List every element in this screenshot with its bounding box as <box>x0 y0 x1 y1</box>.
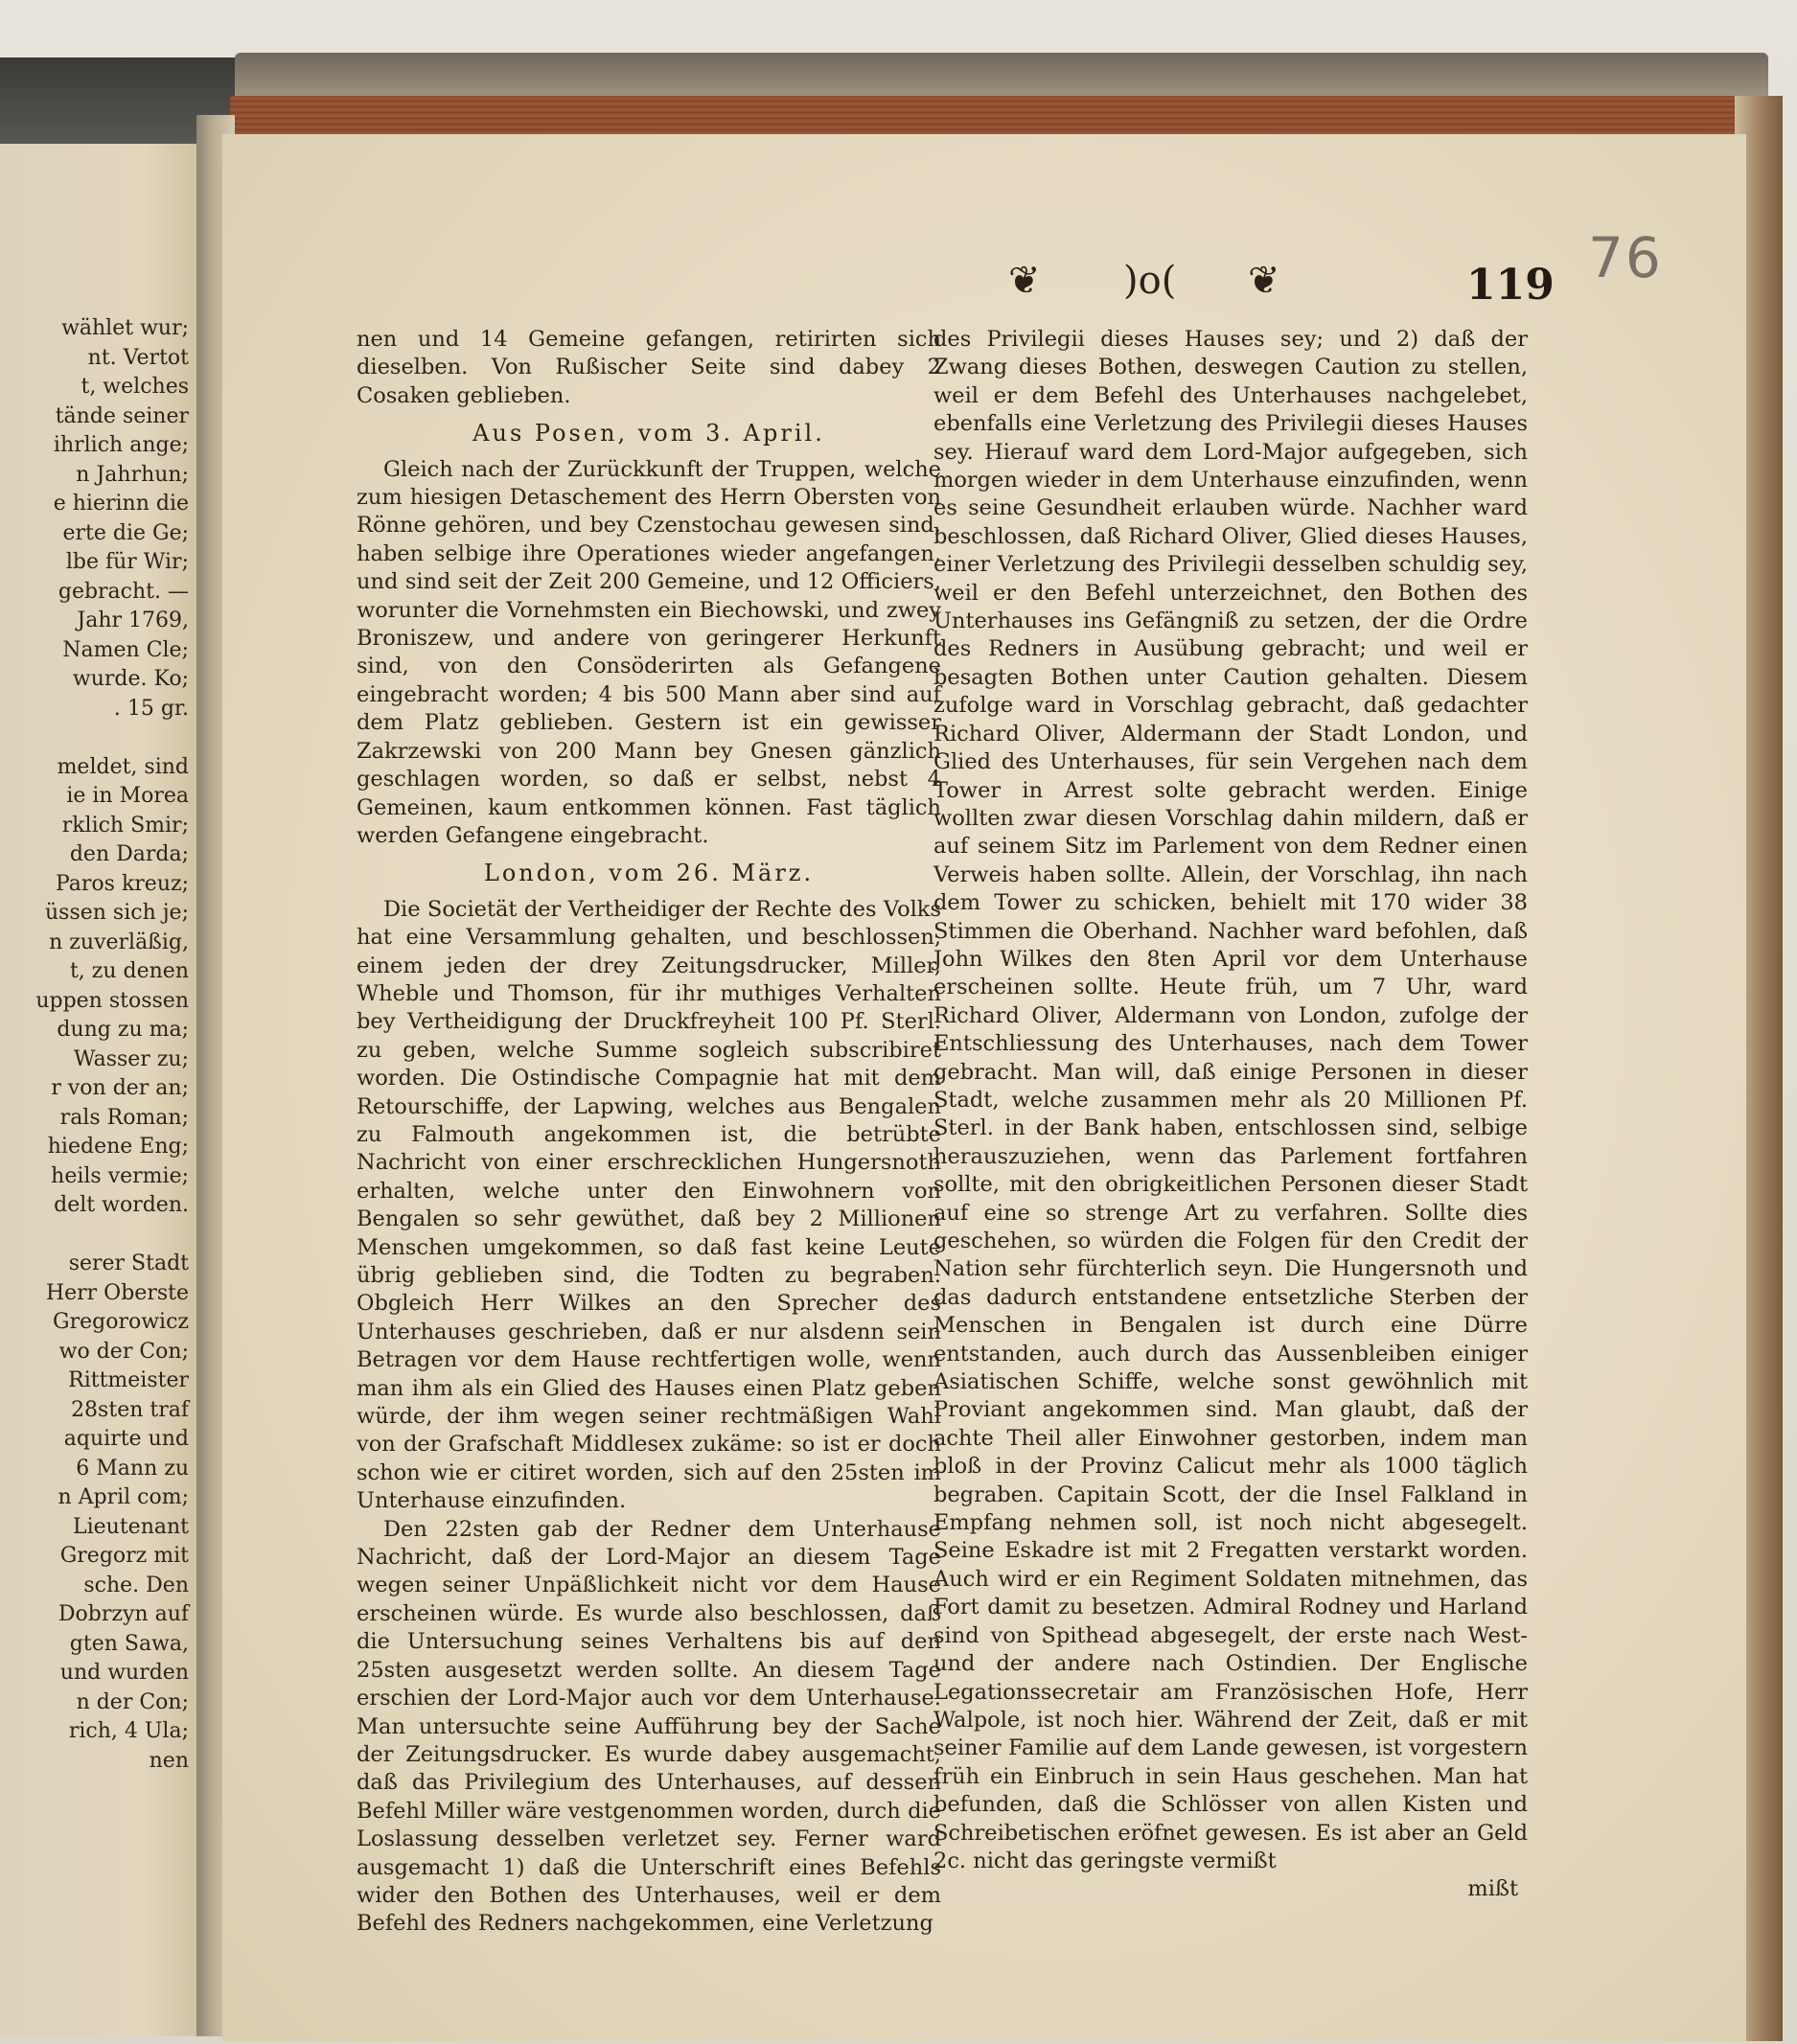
paragraph: des Privilegii dieses Hauses sey; und 2) daß der Zwang dieses Bothen, deswegen Caution zu stellen, weil er dem Befehl des Unterhauses nachgelebet, ebenfalls eine Verletzung des Privilegii dieses Hauses sey. Hierauf ward dem Lord-Major aufgegeben, sich morgen wieder in dem Unterhause einzufinden, wenn es seine Gesundheit erlauben würde. Nachher ward beschlossen, daß Richard Oliver, Glied dieses Hauses, einer Verletzung des Privilegii desselben schuldig sey, weil er den Befehl unterzeichnet, den Bothen des Unterhauses ins Gefängniß zu setzen, der die Ordre des Redners in Ausübung gebracht; und weil er besagten Bothen unter Caution gehalten. Diesem zufolge ward in Vorschlag gebracht, daß gedachter Richard Oliver, Aldermann der Stadt London, und Glied des Unterhauses, für sein Vergehen nach dem Tower in Arrest solte gebracht werden. Einige wollten zwar diesen Vorschlag dahin mildern, daß er auf seinem Sitz im Parlement von dem Redner einen Verweis haben sollte. Allein, der Vorschlag, ihn nach dem Tower zu schicken, behielt mit 170 wider 38 Stimmen die Oberhand. Nachher ward befohlen, daß John Wilkes den 8ten April vor dem Unterhause erscheinen sollte. Heute früh, um 7 Uhr, ward Richard Oliver, Aldermann von London, zufolge der Entschliessung des Unterhauses, nach dem Tower gebracht. Man will, daß einige Personen in dieser Stadt, welche zusammen mehr als 20 Millionen Pf. Sterl. in der Bank haben, entschlossen sind, selbige herauszuziehen, wenn das Parlement fortfahren sollte, mit den obrigkeitlichen Personen dieser Stadt auf eine so strenge Art zu verfahren. Sollte dies geschehen, so würden die Folgen für den Credit der Nation sehr fürchterlich seyn. Die Hungersnoth und das dadurch entstandene entsetzliche Sterben der Menschen in Bengalen ist durch eine Dürre entstanden, auch durch das Aussenbleiben einiger Asiatischen Schiffe, welche sonst gewöhnlich mit Proviant angekommen sind. Man glaubt, daß der achte Theil aller Einwohner gestorben, indem man bloß in der Provinz Calicut mehr als 1000 täglich begraben. Capitain Scott, der die Insel Falkland in Empfang nehmen soll, ist noch nicht abgesegelt. Seine Eskadre ist mit 2 Fregatten verstarkt worden. Auch wird er ein Regiment Soldaten mitnehmen, das Fort damit zu besetzen. Admiral Rodney und Harland sind von Spithead abgesegelt, der erste nach West- und der andere nach Ostindien. Der Englische Legationssecretair am Französischen Hofe, Herr Walpole, ist noch hier. Während der Zeit, daß er mit seiner Familie auf dem Lande gewesen, ist vorgestern früh ein Einbruch in sein Haus geschehen. Man hat befunden, daß die Schlösser von allen Kisten und Schreibetischen eröfnet gewesen. Es ist aber an Geld 2c. nicht das geringste vermißt <box>933 327 1528 1873</box>
previous-page-line: aquirte und <box>63 1427 189 1451</box>
previous-page-line: meldet, sind <box>57 754 189 779</box>
previous-page-line: wurde. Ko; <box>72 667 189 691</box>
previous-page-line: Namen Cle; <box>62 637 189 662</box>
previous-page-line: 28sten traf <box>71 1397 189 1422</box>
previous-page-line: Herr Oberste <box>45 1280 189 1305</box>
previous-page-line: Lieutenant <box>73 1514 189 1539</box>
previous-page-line: delt worden. <box>54 1193 189 1217</box>
previous-page-line: rals Roman; <box>59 1105 189 1130</box>
previous-page-line: erte die Ge; <box>62 520 189 545</box>
previous-page-line: Rittmeister <box>68 1368 189 1392</box>
previous-page-line: Jahr 1769, <box>77 609 189 632</box>
previous-page-line: uppen stossen <box>35 988 189 1013</box>
fleuron-right-icon: ❦ <box>1248 259 1280 303</box>
previous-page-line: sche. Den <box>83 1573 189 1597</box>
previous-page-fragment <box>0 144 206 2036</box>
previous-page-line: Gregorowicz <box>53 1310 189 1334</box>
dateline-london: London, vom 26. März. <box>483 860 815 887</box>
previous-page-line: n Jahrhun; <box>76 462 189 487</box>
previous-page-line: den Darda; <box>69 842 189 866</box>
paragraph: Die Societät der Vertheidiger der Rechte des Volks hat eine Versammlung gehalten, und beschlossen, einem jeden der drey Zeitungsdrucker, Miller, Wheble und Thomson, für ihr muthiges Verhalten bey Vertheidigung der Druckfreyheit 100 Pf. Sterl. zu geben, welche Summe sogleich subscribiret worden. Die Ostindische Compagnie hat mit dem Retourschiffe, der Lapwing, welches aus Bengalen zu Falmouth angekommen ist, die betrübte Nachricht von einer erschrecklichen Hungersnoth erhalten, welche unter den Einwohnern von Bengalen so sehr gewüthet, daß bey 2 Millionen Menschen umgekommen, so daß fast keine Leute übrig geblieben sind, die Todten zu begraben. Obgleich Herr Wilkes an den Sprecher des Unterhauses geschrieben, daß er nur alsdenn sein Betragen vor dem Hause rechtfertigen wolle, wenn man ihm als ein Glied des Hauses einen Platz geben würde, der ihm wegen seiner rechtmäßigen Wahl von der Grafschaft Middlesex zukäme: so ist er doch schon wie er citiret worden, sich auf den 25sten im Unterhause einzufinden. <box>357 896 941 1514</box>
header-ornament-center: )o( <box>1123 259 1177 303</box>
previous-page-line: nt. Vertot <box>87 345 189 370</box>
paragraph: Gleich nach der Zurückkunft der Truppen, welche zum hiesigen Detaschement des Herrn Obersten von Rönne gehören, und bey Czenstochau gewesen sind, haben selbige ihre Operationes wieder angefangen, und sind seit der Zeit 200 Gemeine, und 12 Officiers, worunter die Vornehmsten ein Biechowski, und zwey Broniszew, und andere von geringerer Herkunft sind, von den Consöderirten als Gefangene eingebracht worden; 4 bis 500 Mann aber sind auf dem Platz geblieben. Gestern ist ein gewisser Zakrzewski von 200 Mann bey Gnesen gänzlich geschlagen worden, so daß er selbst, nebst 4 Gemeinen, kaum entkommen können. Fast täglich werden Gefangene eingebracht. <box>357 456 941 848</box>
previous-page-line: dung zu ma; <box>57 1018 189 1042</box>
previous-page-line: . 15 gr. <box>113 696 189 721</box>
page-edges <box>230 96 1768 139</box>
previous-page-line: rich, 4 Ula; <box>68 1719 189 1743</box>
previous-page-line: hiedene Eng; <box>47 1135 189 1159</box>
left-column <box>357 326 941 1939</box>
previous-page-line: gebracht. — <box>58 579 189 604</box>
newspaper-page <box>222 134 1746 2041</box>
paragraph: nen und 14 Gemeine gefangen, retirirten sich dieselben. Von Rußischer Seite sind dabey 2 Cosaken geblieben. <box>357 327 941 408</box>
previous-page-line: gten Sawa, <box>69 1631 189 1656</box>
previous-page-line: ie in Morea <box>66 784 189 808</box>
fleuron-left-icon: ❦ <box>1008 259 1041 303</box>
previous-page-line: nen <box>149 1748 189 1773</box>
previous-page-line: und wurden <box>59 1661 189 1685</box>
previous-page-line: üssen sich je; <box>45 901 189 925</box>
catchword: mißt <box>1467 1876 1518 1902</box>
previous-page-line: ihrlich ange; <box>53 433 189 457</box>
previous-page-line: lbe für Wir; <box>65 550 189 574</box>
previous-page-line: heils vermie; <box>51 1163 189 1188</box>
previous-page-line: wo der Con; <box>58 1339 189 1364</box>
previous-page-line: n April com; <box>58 1485 189 1509</box>
previous-page-line: tände seiner <box>55 403 189 428</box>
previous-page-line: Paros kreuz; <box>55 871 189 896</box>
previous-page-line: n der Con; <box>76 1689 189 1714</box>
paragraph: Den 22sten gab der Redner dem Unterhause Nachricht, daß der Lord-Major an diesem Tage wegen seiner Unpäßlichkeit nicht vor dem Hause erscheinen würde. Es wurde also beschlossen, daß die Untersuchung seines Verhaltens bis auf den 25sten ausgesetzt werden sollte. An diesem Tage erschien der Lord-Major auch vor dem Unterhause. Man untersuchte seine Aufführung bey der Sache der Zeitungsdrucker. Es wurde dabey ausgemacht, daß das Privilegium des Unterhauses, auf dessen Befehl Miller wäre vestgenommen worden, durch die Loslassung desselben verletzet sey. Ferner ward ausgemacht 1) daß die Unterschrift eines Befehls wider den Bothen des Unterhauses, weil er dem Befehl des Redners nachgekommen, eine Verletzung <box>357 1516 941 1937</box>
right-column <box>933 326 1528 1904</box>
previous-page-line: t, zu denen <box>69 959 189 983</box>
page-number: 119 <box>1466 261 1555 310</box>
previous-page-line: Wasser zu; <box>73 1046 189 1071</box>
previous-page-line: serer Stadt <box>68 1252 189 1275</box>
previous-page-line: Gregorz mit <box>59 1544 189 1568</box>
previous-page-line: t, welches <box>81 375 189 399</box>
previous-page-line: e hierinn die <box>53 492 189 516</box>
previous-page-line: Dobrzyn auf <box>58 1602 189 1626</box>
dateline-posen: Aus Posen, vom 3. April. <box>472 420 825 448</box>
previous-page-line: wählet wur; <box>61 316 189 340</box>
previous-page-line: n zuverläßig, <box>49 930 189 954</box>
previous-page-line: r von der an; <box>51 1076 189 1100</box>
archive-pencil-number: 76 <box>1588 225 1663 290</box>
previous-page-line: 6 Mann zu <box>76 1456 189 1481</box>
previous-page-line: rklich Smir; <box>61 813 189 838</box>
